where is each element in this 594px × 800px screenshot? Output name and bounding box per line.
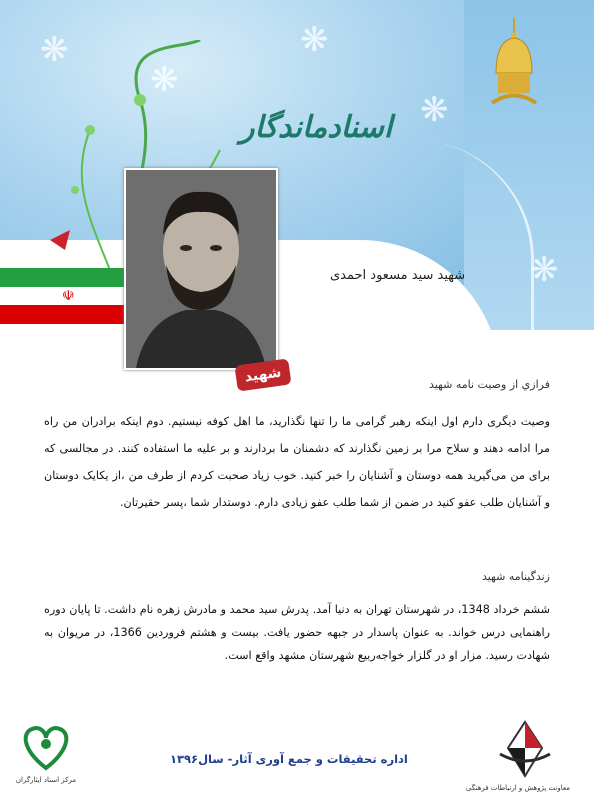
footer-text: اداره تحقیقات و جمع آوری آثار- سال۱۳۹۶ (170, 752, 408, 766)
bio-heading: زندگینامه شهید (481, 570, 550, 583)
snowflake-ornament-icon: ❋ (540, 420, 569, 460)
right-logo-caption: معاونت پژوهش و ارتباطات فرهنگی (465, 784, 570, 792)
snowflake-ornament-icon: ❋ (150, 60, 179, 100)
snowflake-ornament-icon: ❋ (530, 250, 559, 290)
snowflake-ornament-icon: ❋ (420, 90, 449, 130)
iran-flag-icon: ☫ (0, 268, 140, 324)
foundation-logo-icon (465, 718, 570, 794)
center-logo-icon (14, 720, 78, 790)
snowflake-ornament-icon: ❋ (545, 600, 574, 640)
shrine-dome-icon (488, 18, 540, 118)
snowflake-ornament-icon: ❋ (300, 20, 329, 60)
left-logo-caption: مرکز اسناد ایثارگران (15, 776, 77, 784)
bio-text: ششم خرداد 1348، در شهرستان تهران به دنیا آمد. پدرش سید محمد و مادرش زهره نام داشت. تا پایان دوره راهنمایی درس خواند. به عنوان پاسدار در جبهه حضور یافت. بیست و هشتم فروردین 1366، در مریوان به شهادت رسید. مزار او در گلزار خواجه‌ربیع شهرستان مشهد واقع است. (44, 603, 550, 662)
snowflake-ornament-icon: ❋ (40, 30, 69, 70)
will-text: وصیت دیگری دارم اول اینکه رهبر گرامی ما را تنها نگذارید، ما اهل کوفه نیستیم. دوم اینکه برادران من راه مرا ادامه دهند و سلاح مرا بر زمین نگذارند که دشمنان ما بردارند و بر علیه ما استفاده کنند. در مجالسی که برای من می‌گیرید همه دوستان و آشنایان را خبر کنید. خوب زیاد صحبت کردم از طرف من ،از یکایک دوستان و آشنایان طلب عفو کنید در ضمن از شما طلب عفو زیادی دارم. دوستدار شما ،پسر حقیرتان. (44, 415, 550, 509)
martyr-photo (124, 168, 278, 370)
martyr-name: شهید سید مسعود احمدی (330, 268, 466, 283)
shahid-badge-icon: شهید (234, 358, 291, 391)
page-title: اسنادماندگار (240, 110, 393, 145)
will-heading: فرازي از وصيت نامه شهيد (428, 378, 550, 391)
